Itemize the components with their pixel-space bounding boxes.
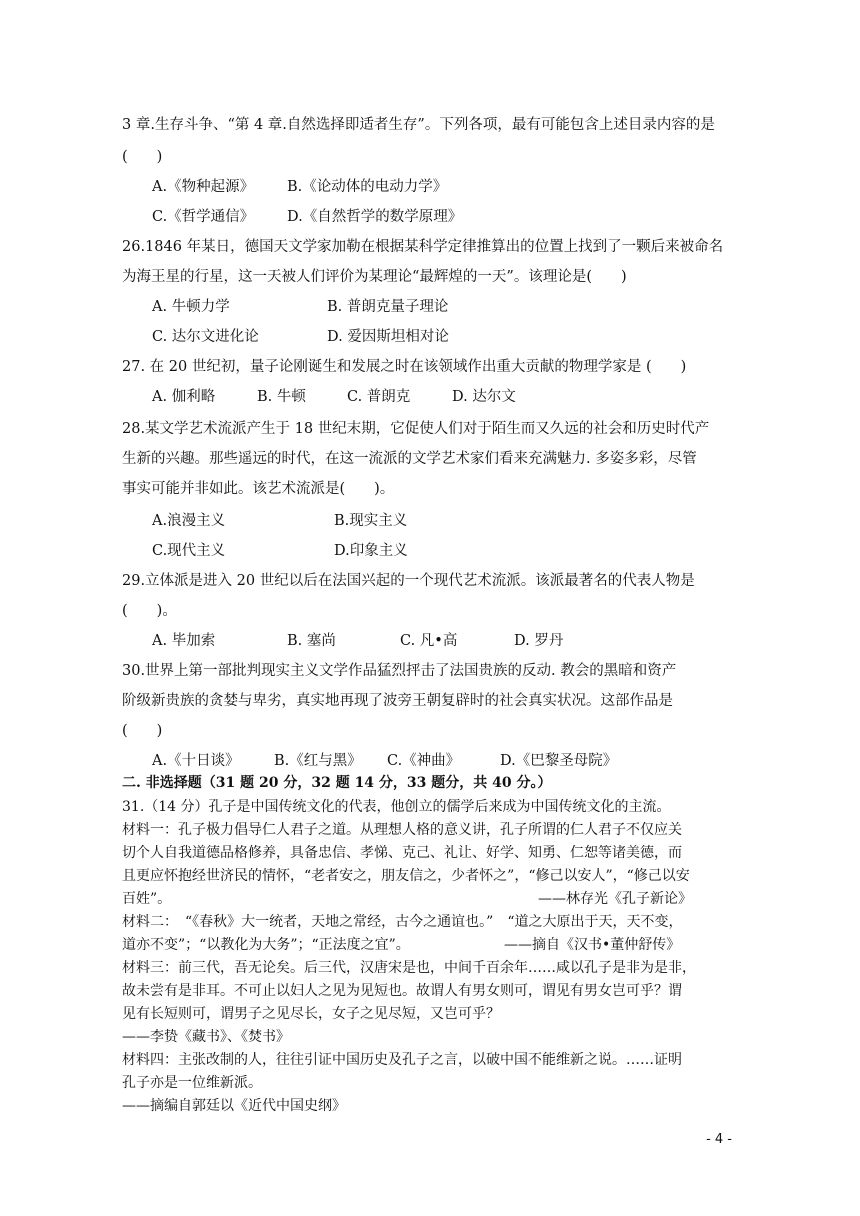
q26-line-2: 为海王星的行星，这一天被人们评价为某理论“最辉煌的一天”。该理论是( ) [122, 269, 627, 285]
q27-option-b: B. 牛顿 [257, 389, 306, 405]
q27-line-1: 27. 在 20 世纪初，量子论刚诞生和发展之时在该领域作出重大贡献的物理学家是 ( ) [122, 359, 687, 375]
q28-option-a: A.浪漫主义 [152, 513, 226, 529]
q31-material-3-line-1: 材料三：前三代，吾无论矣。后三代，汉唐宋是也，中间千百余年……咸以孔子是非为是非， [122, 960, 696, 976]
q31-material-1-line-4: 百姓”。 [122, 891, 172, 907]
q25-option-a: A.《物种起源》 [152, 179, 255, 195]
q31-material-1-line-1: 材料一：孔子极力倡导仁人君子之道。从理想人格的意义讲，孔子所谓的仁人君子不仅应关 [122, 822, 682, 838]
q30-option-c: C.《神曲》 [387, 753, 461, 769]
q31-material-4-line-1: 材料四：主张改制的人，往往引证中国历史及孔子之言，以破中国不能维新之说。……证明 [122, 1052, 682, 1068]
section-2-heading: 二. 非选择题（31 题 20 分，32 题 14 分，33 题分，共 40 分。） [122, 775, 552, 791]
q30-option-b: B.《红与黑》 [274, 753, 362, 769]
q29-option-b: B. 塞尚 [287, 633, 336, 649]
q26-option-d: D. 爱因斯坦相对论 [327, 329, 449, 345]
q31-material-1-source: ——林存光《孔子新论》 [538, 891, 692, 907]
q30-option-a: A.《十日谈》 [152, 753, 240, 769]
q28-line-2: 生新的兴趣。那些遥远的时代，在这一流派的文学艺术家们看来充满魅力. 多姿多彩，尽管 [122, 451, 697, 467]
q30-line-1: 30.世界上第一部批判现实主义文学作品猛烈抨击了法国贵族的反动. 教会的黑暗和资产 [122, 663, 677, 679]
q29-option-d: D. 罗丹 [514, 633, 564, 649]
q26-line-1: 26.1846 年某日，德国天文学家加勒在根据某科学定律推算出的位置上找到了一颗后来被命名 [122, 239, 724, 255]
q26-option-c: C. 达尔文进化论 [152, 329, 259, 345]
q31-material-1-line-3: 且更应怀抱经世济民的情怀，“老者安之，朋友信之，少者怀之”，“修己以安人”，“修己以安 [122, 868, 690, 884]
q25-option-d: D.《自然哲学的数学原理》 [287, 209, 463, 225]
q31-material-2-line-2: 道亦不变”；“以教化为大务”；“正法度之宜”。 [122, 937, 410, 953]
q27-option-d: D. 达尔文 [452, 389, 516, 405]
q29-line-1: 29.立体派是进入 20 世纪以后在法国兴起的一个现代艺术流派。该派最著名的代表人物是 [122, 573, 695, 589]
q28-line-1: 28.某文学艺术流派产生于 18 世纪末期，它促使人们对于陌生而又久远的社会和历史时代产 [122, 421, 710, 437]
q26-option-a: A. 牛顿力学 [152, 299, 230, 315]
q29-option-c: C. 凡•高 [400, 633, 458, 649]
q29-line-2: ( )。 [122, 603, 177, 619]
q31-material-3-line-3: 见有长短则可，谓男子之见尽长，女子之见尽短，又岂可乎？ [122, 1006, 500, 1022]
q31-material-2-source: ——摘自《汉书•董仲舒传》 [504, 937, 681, 953]
q25-line-1: 3 章.生存斗争、“第 4 章.自然选择即适者生存”。下列各项，最有可能包含上述目录内容的是 [122, 117, 715, 133]
q31-material-4-line-2: 孔子亦是一位维新派。 [122, 1075, 262, 1091]
q28-line-3: 事实可能并非如此。该艺术流派是( )。 [122, 481, 395, 497]
q25-option-b: B.《论动体的电动力学》 [287, 179, 448, 195]
q27-option-a: A. 伽利略 [152, 389, 216, 405]
q28-option-b: B.现实主义 [334, 513, 408, 529]
q27-option-c: C. 普朗克 [347, 389, 411, 405]
q28-option-d: D.印象主义 [334, 543, 408, 559]
q31-material-4-source: ——摘编自郭廷以《近代中国史纲》 [122, 1098, 346, 1114]
q29-option-a: A. 毕加索 [152, 633, 216, 649]
page-number: - 4 - [706, 1132, 732, 1147]
q31-line-1: 31.（14 分）孔子是中国传统文化的代表，他创立的儒学后来成为中国传统文化的主流。 [122, 799, 671, 815]
q28-option-c: C.现代主义 [152, 543, 226, 559]
q31-material-2-line-1: 材料二： “《春秋》大一统者，天地之常经，古今之通谊也。” “道之大原出于天，天不变， [122, 914, 683, 930]
q25-option-c: C.《哲学通信》 [152, 209, 255, 225]
q30-option-d: D.《巴黎圣母院》 [500, 753, 618, 769]
q30-line-3: ( ) [122, 723, 163, 739]
q25-blank: ( ) [122, 149, 163, 165]
q31-material-3-line-2: 故未尝有是非耳。不可止以妇人之见为见短也。故谓人有男女则可，谓见有男女岂可乎？谓 [122, 983, 682, 999]
q26-option-b: B. 普朗克量子理论 [327, 299, 449, 315]
q30-line-2: 阶级新贵族的贪婪与卑劣，真实地再现了波旁王朝复辟时的社会真实状况。这部作品是 [122, 693, 673, 709]
q31-material-3-source: ——李贽《藏书》、《焚书》 [122, 1029, 290, 1045]
q31-material-1-line-2: 切个人自我道德品格修养，具备忠信、孝悌、克己、礼让、好学、知勇、仁恕等诸美德，而 [122, 845, 682, 861]
